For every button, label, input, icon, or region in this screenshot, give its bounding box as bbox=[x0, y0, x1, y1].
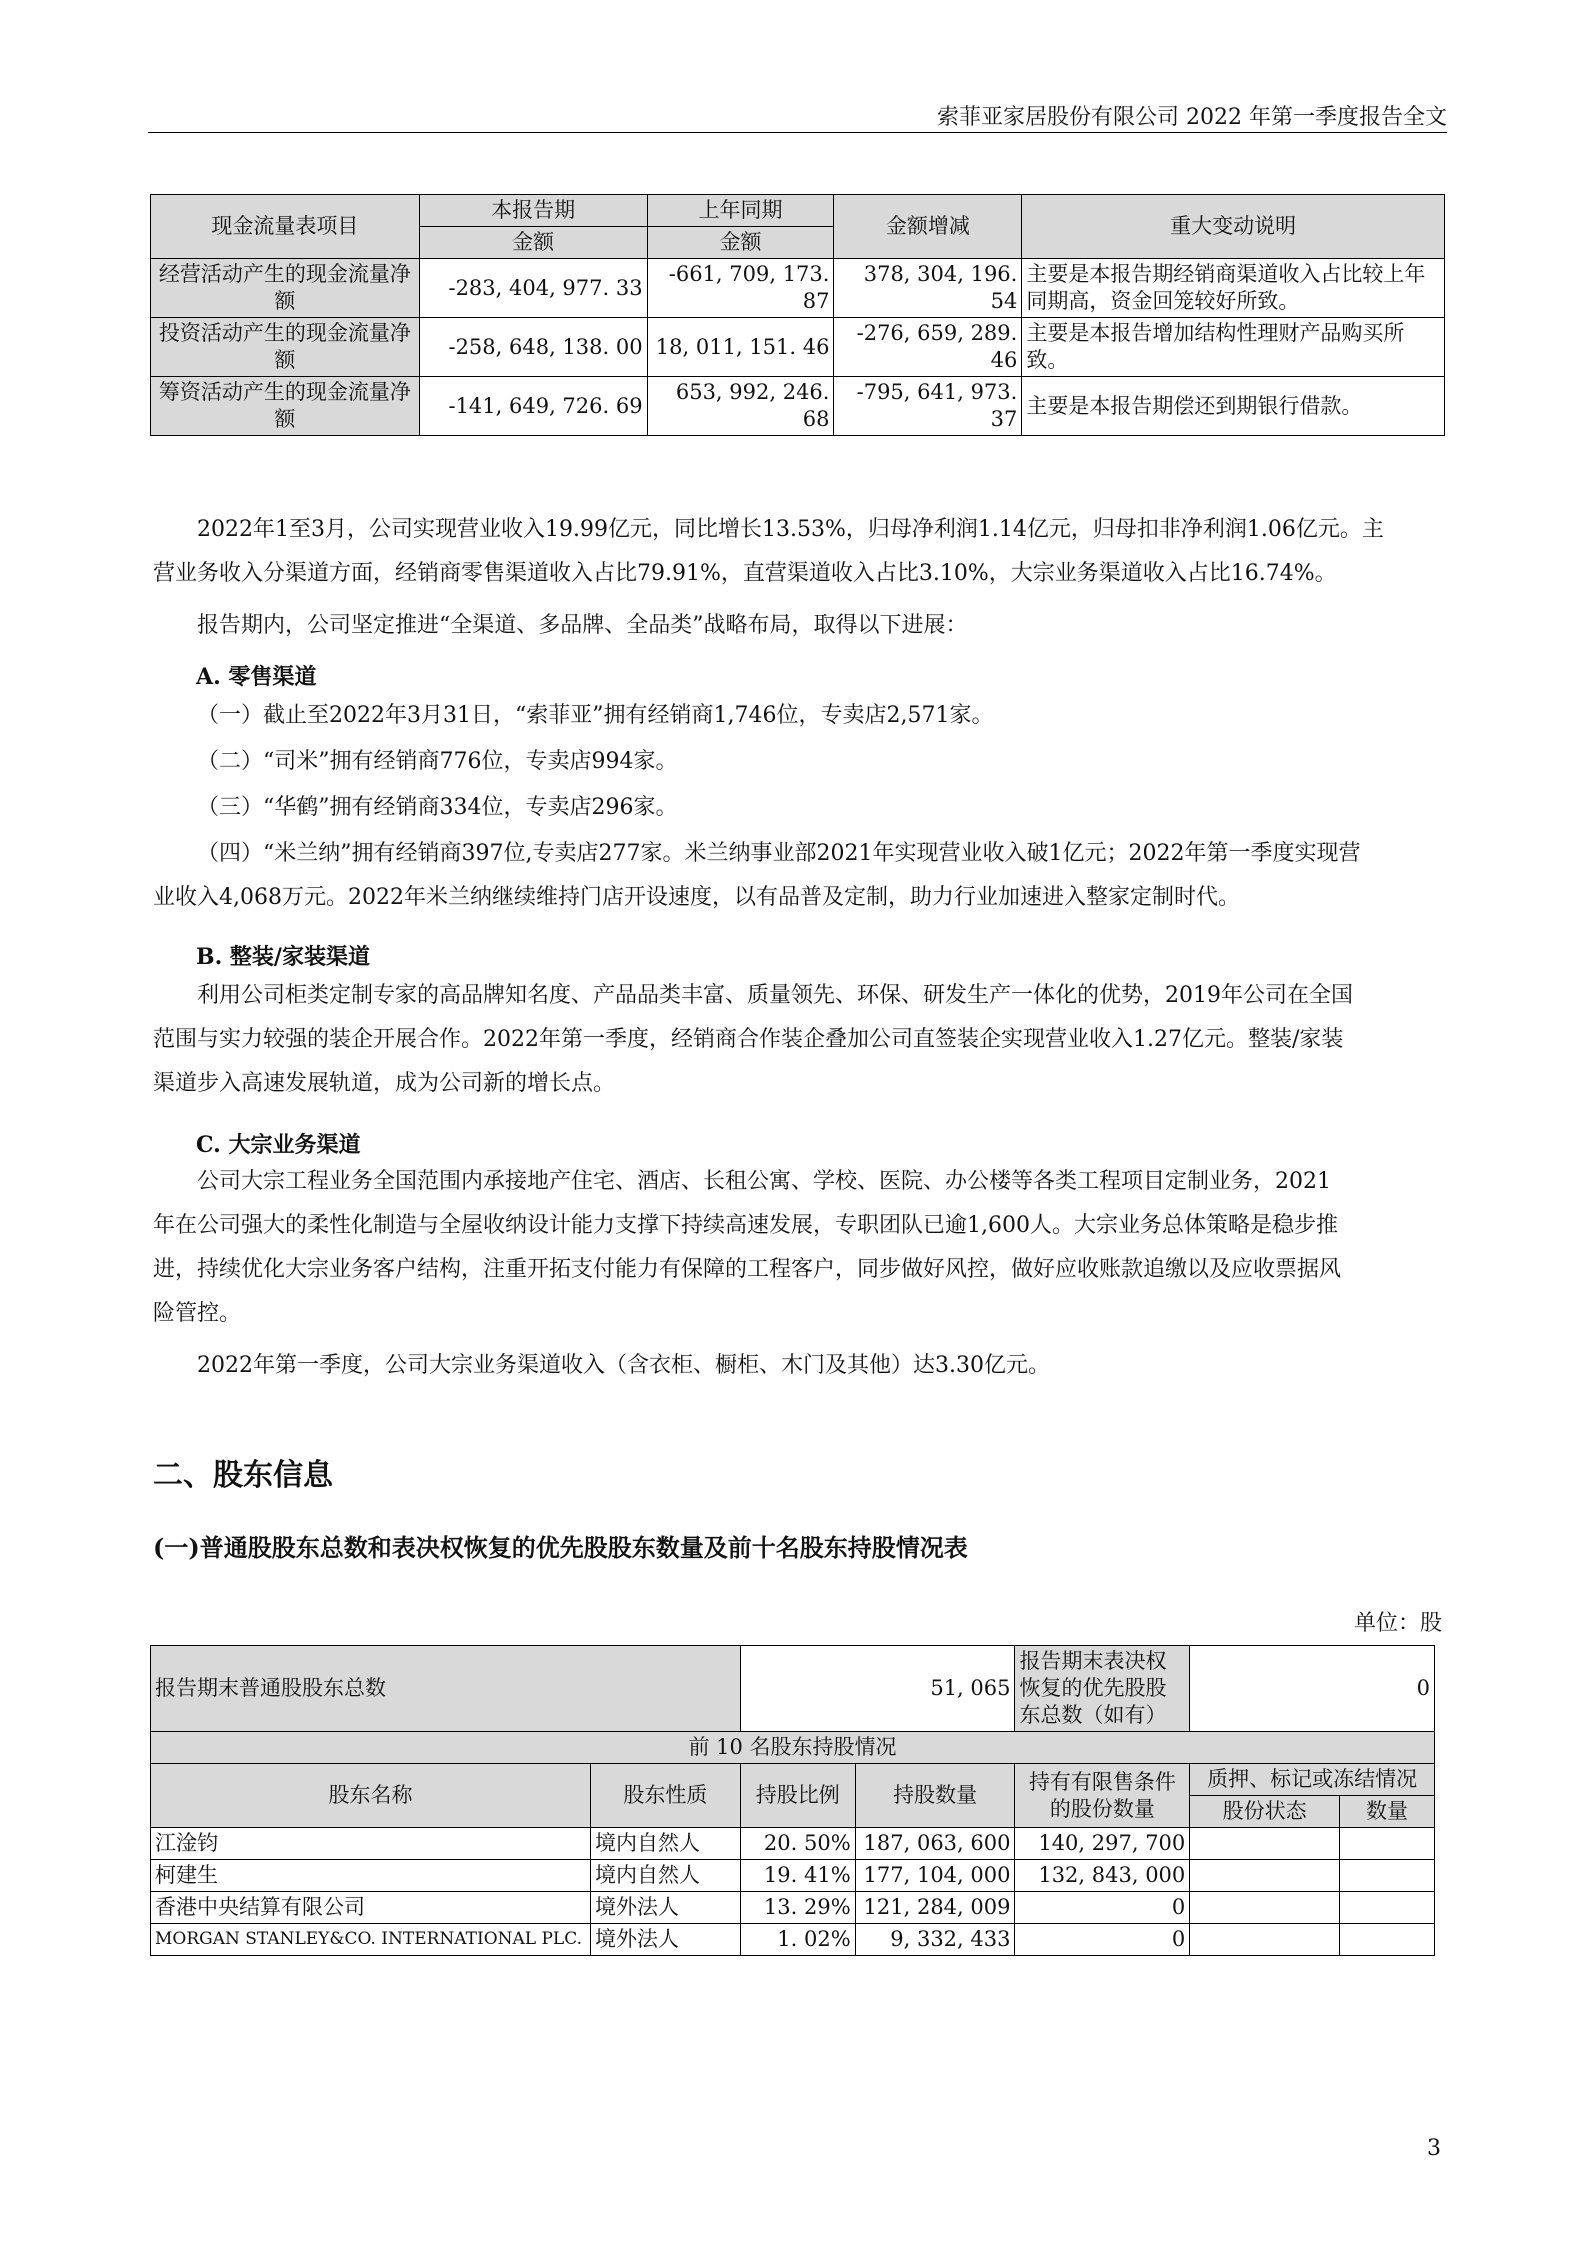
page-number: 3 bbox=[1427, 2136, 1441, 2161]
table-row bbox=[151, 1860, 1435, 1892]
holding-ratio: 19. 41% bbox=[740, 1860, 855, 1892]
change-explanation: 主要是本报告增加结构性理财产品购买所致。 bbox=[1022, 318, 1445, 377]
restricted-shares: 0 bbox=[1015, 1924, 1190, 1956]
restricted-shares: 0 bbox=[1015, 1892, 1190, 1924]
subsection-heading: (一)普通股股东总数和表决权恢复的优先股股东数量及前十名股东持股情况表 bbox=[153, 1533, 968, 1562]
holder-name: 江淦钧 bbox=[151, 1828, 591, 1860]
change-explanation: 主要是本报告期经销商渠道收入占比较上年同期高，资金回笼较好所致。 bbox=[1022, 259, 1445, 318]
paragraph-a4 bbox=[153, 832, 1443, 920]
paragraph-c2: 2022年第一季度，公司大宗业务渠道收入（含衣柜、橱柜、木门及其他）达3.30亿元。 bbox=[197, 1353, 1050, 1378]
paragraph-line: 进，持续优化大宗业务客户结构，注重开拓支付能力有保障的工程客户，同步做好风控，做好应收账款追缴以及应收票据风 bbox=[153, 1257, 1342, 1282]
section-c-heading: C. 大宗业务渠道 bbox=[196, 1132, 361, 1158]
restricted-shares: 132, 843, 000 bbox=[1015, 1860, 1190, 1892]
paragraph-strategy: 报告期内，公司坚定推进“全渠道、多品牌、全品类”战略布局，取得以下进展： bbox=[197, 613, 968, 638]
holder-name: 柯建生 bbox=[151, 1860, 591, 1892]
prior-amount: 18, 011, 151. 46 bbox=[647, 318, 834, 377]
header-holding-ratio: 持股比例 bbox=[740, 1764, 855, 1828]
table-row bbox=[151, 1828, 1435, 1860]
header-share-count: 数量 bbox=[1340, 1796, 1435, 1828]
table-row bbox=[151, 377, 1445, 436]
report-header-title: 索菲亚家居股份有限公司 2022 年第一季度报告全文 bbox=[937, 105, 1447, 130]
holding-ratio: 13. 29% bbox=[740, 1892, 855, 1924]
unit-label: 单位：股 bbox=[1353, 1611, 1442, 1636]
header-restricted-shares: 持有有限售条件的股份数量 bbox=[1015, 1764, 1190, 1828]
holding-ratio: 20. 50% bbox=[740, 1828, 855, 1860]
paragraph-line: 年在公司强大的柔性化制造与全屋收纳设计能力支撑下持续高速发展，专职团队已逾1,600人。大宗业务总体策略是稳步推 bbox=[153, 1213, 1338, 1238]
holder-name: MORGAN STANLEY&CO. INTERNATIONAL PLC. bbox=[151, 1924, 591, 1956]
paragraph-line: 利用公司柜类定制专家的高品牌知名度、产品品类丰富、质量领先、环保、研发生产一体化的优势，2019年公司在全国 bbox=[197, 983, 1353, 1008]
cashflow-item: 经营活动产生的现金流量净额 bbox=[151, 259, 420, 318]
amount-change: -276, 659, 289. 46 bbox=[834, 318, 1022, 377]
current-amount: -141, 649, 726. 69 bbox=[419, 377, 647, 436]
share-status bbox=[1190, 1892, 1340, 1924]
paragraph-line: 营业务收入分渠道方面，经销商零售渠道收入占比79.91%，直营渠道收入占比3.10%，大宗业务渠道收入占比16.74%。 bbox=[153, 561, 1337, 586]
paragraph-line: 险管控。 bbox=[153, 1301, 242, 1326]
header-holder-name: 股东名称 bbox=[151, 1764, 591, 1828]
preferred-holders-value: 0 bbox=[1190, 1646, 1435, 1732]
share-status bbox=[1190, 1828, 1340, 1860]
header-current-period: 本报告期 bbox=[419, 195, 647, 227]
table-row bbox=[151, 1892, 1435, 1924]
header-prior-amount: 金额 bbox=[647, 227, 834, 259]
header-current-amount: 金额 bbox=[419, 227, 647, 259]
paragraph-a1: （一）截止至2022年3月31日，“索菲亚”拥有经销商1,746位，专卖店2,571家。 bbox=[197, 703, 994, 728]
paragraph-line: （四）“米兰纳”拥有经销商397位,专卖店277家。米兰纳事业部2021年实现营业收入破1亿元；2022年第一季度实现营 bbox=[197, 841, 1361, 866]
paragraph-a2: （二）“司米”拥有经销商776位，专卖店994家。 bbox=[197, 749, 678, 774]
header-amount-change: 金额增减 bbox=[834, 195, 1022, 259]
paragraph-line: 2022年1至3月，公司实现营业收入19.99亿元，同比增长13.53%，归母净利润1.14亿元，归母扣非净利润1.06亿元。主 bbox=[197, 517, 1384, 542]
holder-nature: 境外法人 bbox=[590, 1924, 740, 1956]
cashflow-item: 投资活动产生的现金流量净额 bbox=[151, 318, 420, 377]
cashflow-table bbox=[150, 194, 1445, 436]
paragraph-line: 渠道步入高速发展轨道，成为公司新的增长点。 bbox=[153, 1071, 616, 1096]
section-a-heading: A. 零售渠道 bbox=[196, 664, 317, 690]
table-row bbox=[151, 318, 1445, 377]
share-count bbox=[1340, 1924, 1435, 1956]
header-pledge-status: 质押、标记或冻结情况 bbox=[1190, 1764, 1435, 1796]
header-cashflow-item: 现金流量表项目 bbox=[151, 195, 420, 259]
paragraph-c1 bbox=[153, 1160, 1443, 1336]
header-divider bbox=[148, 132, 1447, 133]
amount-change: 378, 304, 196. 54 bbox=[834, 259, 1022, 318]
share-status bbox=[1190, 1924, 1340, 1956]
paragraph-line: 公司大宗工程业务全国范围内承接地产住宅、酒店、长租公寓、学校、医院、办公楼等各类工程项目定制业务，2021 bbox=[197, 1169, 1331, 1194]
holding-ratio: 1. 02% bbox=[740, 1924, 855, 1956]
section-heading-shareholders: 二、股东信息 bbox=[153, 1458, 333, 1493]
amount-change: -795, 641, 973. 37 bbox=[834, 377, 1022, 436]
restricted-shares: 140, 297, 700 bbox=[1015, 1828, 1190, 1860]
holding-quantity: 121, 284, 009 bbox=[855, 1892, 1015, 1924]
header-holder-nature: 股东性质 bbox=[590, 1764, 740, 1828]
top10-holders-label: 前 10 名股东持股情况 bbox=[151, 1732, 1435, 1764]
share-count bbox=[1340, 1828, 1435, 1860]
header-share-status: 股份状态 bbox=[1190, 1796, 1340, 1828]
holder-nature: 境外法人 bbox=[590, 1892, 740, 1924]
cashflow-item: 筹资活动产生的现金流量净额 bbox=[151, 377, 420, 436]
section-b-heading: B. 整装/家装渠道 bbox=[196, 944, 370, 970]
paragraph-b1 bbox=[153, 974, 1443, 1106]
total-common-holders-label: 报告期末普通股股东总数 bbox=[151, 1646, 741, 1732]
prior-amount: 653, 992, 246. 68 bbox=[647, 377, 834, 436]
change-explanation: 主要是本报告期偿还到期银行借款。 bbox=[1022, 377, 1445, 436]
holder-name: 香港中央结算有限公司 bbox=[151, 1892, 591, 1924]
table-row bbox=[151, 259, 1445, 318]
header-explanation: 重大变动说明 bbox=[1022, 195, 1445, 259]
header-holding-quantity: 持股数量 bbox=[855, 1764, 1015, 1828]
preferred-holders-label: 报告期末表决权恢复的优先股股东总数（如有） bbox=[1015, 1646, 1190, 1732]
paragraph-line: 范围与实力较强的装企开展合作。2022年第一季度，经销商合作装企叠加公司直签装企实现营业收入1.27亿元。整装/家装 bbox=[153, 1027, 1344, 1052]
table-row bbox=[151, 1924, 1435, 1956]
current-amount: -258, 648, 138. 00 bbox=[419, 318, 647, 377]
prior-amount: -661, 709, 173. 87 bbox=[647, 259, 834, 318]
share-status bbox=[1190, 1860, 1340, 1892]
share-count bbox=[1340, 1892, 1435, 1924]
current-amount: -283, 404, 977. 33 bbox=[419, 259, 647, 318]
paragraph-a3: （三）“华鹤”拥有经销商334位，专卖店296家。 bbox=[197, 795, 678, 820]
holder-nature: 境内自然人 bbox=[590, 1860, 740, 1892]
holding-quantity: 187, 063, 600 bbox=[855, 1828, 1015, 1860]
holding-quantity: 9, 332, 433 bbox=[855, 1924, 1015, 1956]
holder-nature: 境内自然人 bbox=[590, 1828, 740, 1860]
shareholder-table bbox=[150, 1645, 1435, 1956]
paragraph-line: 业收入4,068万元。2022年米兰纳继续维持门店开设速度，以有品普及定制，助力行业加速进入整家定制时代。 bbox=[153, 885, 1240, 910]
share-count bbox=[1340, 1860, 1435, 1892]
total-common-holders-value: 51, 065 bbox=[740, 1646, 1015, 1732]
holding-quantity: 177, 104, 000 bbox=[855, 1860, 1015, 1892]
header-prior-period: 上年同期 bbox=[647, 195, 834, 227]
paragraph-revenue-summary bbox=[153, 508, 1443, 596]
